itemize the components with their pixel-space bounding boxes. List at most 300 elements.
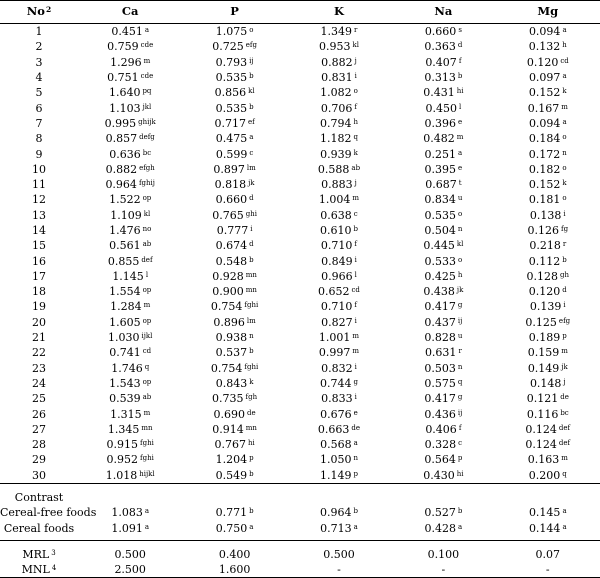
cell-k — [287, 269, 391, 284]
cell-value: 0.313 — [424, 71, 456, 85]
cell-value: 0.588 — [317, 162, 350, 176]
cell-k — [287, 299, 391, 314]
contrast-row — [0, 505, 600, 520]
cell-ca — [78, 116, 182, 131]
significance-letters: c — [249, 148, 254, 157]
table-row — [0, 437, 600, 452]
cell-mg — [496, 100, 600, 115]
cell-value: 0.450 — [425, 101, 457, 115]
cell-value: 1.091 — [111, 521, 143, 535]
significance-letters: h — [353, 117, 358, 126]
cell-value: 0.159 — [527, 346, 560, 360]
significance-letters: kl — [456, 240, 464, 249]
cell-ca — [78, 146, 182, 161]
significance-letters: i — [563, 209, 566, 218]
cell-value: 0.832 — [321, 361, 353, 375]
table-row — [0, 192, 600, 207]
cell-value: 0.882 — [321, 55, 353, 69]
significance-letters: fghi — [244, 301, 259, 310]
cell-value: 0.144 — [528, 521, 561, 535]
cell-value: 0.328 — [424, 438, 457, 452]
significance-letters: j — [354, 56, 357, 65]
significance-letters: a — [144, 507, 150, 516]
cell-mg — [496, 345, 600, 360]
table-row — [0, 422, 600, 437]
cell-value: 0.124 — [525, 422, 557, 436]
significance-letters: p — [457, 454, 463, 463]
cell-value: 0.152 — [528, 86, 561, 100]
footnote-marker: 4 — [51, 564, 57, 573]
significance-letters: fghi — [140, 439, 154, 448]
significance-letters: m — [561, 454, 568, 463]
row-number: 30 — [32, 468, 46, 482]
cell-value: 0.167 — [527, 101, 560, 115]
significance-letters: kl — [248, 87, 255, 96]
cell-value: 0.690 — [213, 407, 246, 421]
significance-letters: ij — [457, 316, 463, 325]
cell-value: 1.476 — [109, 224, 141, 237]
significance-letters: l — [145, 270, 149, 279]
cell-p — [182, 452, 286, 467]
cell-p — [182, 391, 286, 406]
significance-letters: no — [142, 225, 152, 233]
significance-letters: m — [561, 102, 568, 111]
significance-letters: cd — [560, 56, 569, 65]
row-number: 26 — [32, 407, 46, 421]
cell-k — [287, 55, 391, 70]
significance-letters: jk — [561, 362, 568, 371]
cell-value: - — [337, 563, 341, 577]
cell-na — [391, 330, 495, 345]
cell-value: 0.112 — [528, 254, 561, 268]
cell-value: 0.436 — [424, 407, 456, 421]
cell-mg — [496, 223, 600, 238]
cell-p — [182, 192, 286, 207]
cell-value: 0.500 — [323, 547, 355, 561]
cell-na — [391, 269, 495, 284]
cell-k — [287, 540, 391, 562]
significance-letters: op — [142, 286, 152, 295]
cell-value: 0.953 — [318, 40, 351, 54]
cell-na — [391, 223, 495, 238]
cell-mg — [496, 315, 600, 330]
table-row — [0, 315, 600, 330]
cell-value: 0.407 — [425, 55, 457, 69]
cell-mg — [496, 422, 600, 437]
table-row — [0, 330, 600, 345]
cell-value: 0.561 — [109, 239, 141, 253]
cell-k — [287, 208, 391, 223]
cell-na — [391, 505, 495, 520]
cell-mg — [496, 253, 600, 268]
cell-ca — [78, 208, 182, 223]
cell-na — [391, 192, 495, 207]
limit-label: MRL $^3$ — [0, 540, 78, 562]
cell-p — [182, 422, 286, 437]
significance-letters: a — [353, 439, 358, 448]
cell-value: 0.200 — [528, 468, 561, 482]
significance-letters: ab — [351, 163, 361, 172]
significance-letters: efgh — [139, 163, 155, 172]
significance-letters: h — [562, 41, 567, 50]
significance-letters: a — [353, 522, 358, 531]
cell-value: 0.952 — [106, 453, 139, 467]
cell-value: 0.754 — [210, 361, 243, 375]
cell-value: 1.182 — [319, 132, 352, 146]
significance-letters: a — [562, 507, 567, 516]
significance-letters: d — [249, 240, 254, 249]
cell-value: - — [441, 563, 446, 577]
cell-value: 1.204 — [215, 453, 248, 467]
significance-letters: e — [458, 117, 463, 126]
cell-value: 0.843 — [215, 376, 248, 390]
cell-k — [287, 284, 391, 299]
table-row — [0, 391, 600, 406]
table-row — [0, 85, 600, 100]
cell-value: 0.855 — [107, 254, 140, 268]
cell-k — [287, 391, 391, 406]
cell-k — [287, 116, 391, 131]
cell-p — [182, 361, 286, 376]
significance-letters: b — [249, 255, 254, 264]
significance-letters: a — [562, 26, 567, 35]
cell-na — [391, 468, 495, 484]
significance-letters: b — [249, 507, 254, 516]
significance-letters: h — [457, 270, 463, 279]
cell-value: 0.777 — [216, 224, 249, 237]
significance-letters: mn — [245, 270, 257, 279]
cell-na — [391, 253, 495, 268]
cell-value: 1.149 — [319, 468, 352, 482]
cell-na — [391, 406, 495, 421]
cell-value: 0.363 — [424, 40, 456, 54]
significance-letters: fghij — [138, 179, 155, 188]
cell-value: 0.883 — [321, 178, 353, 192]
cell-k — [287, 315, 391, 330]
cell-ca — [78, 177, 182, 192]
cell-value: 0.218 — [529, 239, 561, 253]
cell-p — [182, 376, 286, 391]
cell-value: 0.539 — [109, 392, 141, 406]
row-number: 25 — [32, 392, 46, 406]
significance-letters: i — [354, 393, 357, 402]
cell-value: 0.794 — [319, 116, 352, 130]
cell-p — [182, 116, 286, 131]
cell-k — [287, 422, 391, 437]
header-k: K — [287, 1, 391, 24]
cell-value: 0.827 — [321, 315, 353, 329]
cell-ca — [78, 315, 182, 330]
significance-letters: m — [352, 194, 360, 203]
cell-value: 0.503 — [424, 361, 456, 375]
cell-value: 0.914 — [212, 422, 244, 436]
cell-ca — [78, 345, 182, 360]
significance-letters: fghi — [244, 362, 259, 371]
cell-value: 0.396 — [424, 116, 457, 130]
cell-ca — [78, 361, 182, 376]
cell-na — [391, 177, 495, 192]
cell-k — [287, 521, 391, 541]
significance-letters: f — [354, 240, 358, 249]
header-no: No$^2$ — [0, 1, 78, 24]
cell-mg — [496, 116, 600, 131]
cell-value: 0.535 — [215, 101, 248, 115]
significance-letters: r — [354, 26, 358, 35]
significance-letters: lm — [246, 316, 256, 325]
cell-mg — [496, 269, 600, 284]
cell-value: 1.030 — [108, 331, 140, 345]
cell-k — [287, 330, 391, 345]
significance-letters: b — [353, 225, 358, 233]
cell-na — [391, 562, 495, 578]
cell-value: 0.818 — [214, 178, 247, 192]
cell-value: 0.400 — [218, 547, 251, 561]
cell-value: 1.050 — [319, 453, 352, 467]
cell-value: 0.767 — [214, 438, 246, 452]
significance-letters: e — [353, 408, 358, 417]
cell-value: 0.610 — [319, 224, 352, 237]
significance-letters: a — [144, 522, 150, 531]
cell-p — [182, 562, 286, 578]
significance-letters: b — [353, 507, 358, 516]
significance-letters: o — [353, 87, 358, 96]
cell-na — [391, 376, 495, 391]
significance-letters: i — [250, 225, 253, 233]
cell-value: 0.575 — [424, 376, 456, 390]
table-row — [0, 208, 600, 223]
cell-p — [182, 131, 286, 146]
cell-ca — [78, 521, 182, 541]
table-row — [0, 361, 600, 376]
cell-value: 0.660 — [215, 193, 248, 207]
cell-value: 0.425 — [424, 269, 456, 283]
table-row — [0, 223, 600, 238]
significance-letters: ij — [457, 408, 463, 417]
cell-na — [391, 299, 495, 314]
cell-value: 0.750 — [215, 521, 248, 535]
cell-p — [182, 208, 286, 223]
significance-letters: k — [353, 148, 358, 157]
table-row — [0, 269, 600, 284]
cell-k — [287, 100, 391, 115]
cell-k — [287, 192, 391, 207]
cell-na — [391, 146, 495, 161]
significance-letters: m — [352, 347, 360, 356]
significance-letters: jk — [248, 179, 255, 188]
cell-value: 0.125 — [525, 315, 557, 329]
cell-value: 1.315 — [110, 407, 142, 421]
cell-ca — [78, 269, 182, 284]
cell-na — [391, 162, 495, 177]
significance-letters: q — [353, 133, 358, 142]
cell-value: 0.431 — [423, 86, 455, 100]
cell-value: 0.966 — [321, 269, 353, 283]
cell-mg — [496, 299, 600, 314]
cell-ca — [78, 70, 182, 85]
cell-value: 0.857 — [105, 132, 138, 146]
cell-value: 0.437 — [424, 315, 456, 329]
cell-ca — [78, 330, 182, 345]
significance-letters: r — [458, 347, 462, 356]
table-row — [0, 39, 600, 54]
cell-value: 0.663 — [317, 422, 350, 436]
significance-letters: n — [249, 332, 254, 341]
row-number: 18 — [32, 285, 46, 299]
cell-value: 0.535 — [215, 71, 248, 85]
cell-value: 0.181 — [528, 193, 561, 207]
cell-p — [182, 223, 286, 238]
significance-letters: o — [562, 194, 567, 203]
cell-na — [391, 131, 495, 146]
cell-value: 0.995 — [104, 116, 137, 130]
significance-letters: ef — [247, 117, 255, 126]
significance-letters: d — [249, 194, 254, 203]
cell-value: 0.638 — [320, 208, 352, 222]
cell-value: 0.849 — [321, 254, 353, 268]
significance-letters: k — [562, 87, 567, 96]
cell-k — [287, 345, 391, 360]
significance-letters: o — [562, 133, 567, 142]
cell-na — [391, 116, 495, 131]
significance-letters: i — [354, 316, 357, 325]
cell-value: 0.717 — [214, 116, 246, 130]
cell-k — [287, 406, 391, 421]
cell-value: 1.554 — [109, 285, 141, 299]
row-number: 1 — [35, 25, 43, 39]
limit-label: MNL $^4$ — [0, 562, 78, 578]
cell-na — [391, 39, 495, 54]
significance-letters: bc — [142, 148, 152, 157]
cell-value: 0.116 — [526, 407, 559, 421]
significance-letters: c — [458, 439, 463, 448]
cell-ca — [78, 39, 182, 54]
cell-value: 0.564 — [424, 453, 456, 467]
cell-value: 0.535 — [424, 208, 456, 222]
significance-letters: lm — [246, 163, 256, 172]
significance-letters: fgh — [245, 393, 258, 402]
significance-letters: fg — [560, 225, 569, 233]
significance-letters: i — [354, 72, 357, 81]
contrast-row-label: Cereal-free foods — [0, 506, 97, 520]
cell-p — [182, 177, 286, 192]
significance-letters: pq — [142, 87, 152, 96]
cell-na — [391, 391, 495, 406]
significance-letters: n — [353, 454, 358, 463]
cell-value: 0.189 — [528, 331, 561, 345]
cell-value: 0.831 — [321, 71, 353, 85]
cell-ca — [78, 131, 182, 146]
cell-value: 0.706 — [320, 101, 353, 115]
significance-letters: ab — [142, 240, 152, 249]
cell-value: 1.522 — [109, 193, 141, 207]
cell-p — [182, 315, 286, 330]
cell-p — [182, 330, 286, 345]
cell-p — [182, 284, 286, 299]
contrast-row — [0, 521, 600, 541]
cell-value: 0.126 — [527, 224, 559, 237]
significance-letters: j — [563, 377, 566, 386]
cell-k — [287, 505, 391, 520]
cell-value: 1.296 — [110, 55, 142, 69]
cell-value: 0.138 — [529, 208, 562, 222]
cell-value: 0.915 — [106, 438, 139, 452]
significance-letters: a — [458, 148, 463, 157]
cell-mg — [496, 437, 600, 452]
cell-na — [391, 100, 495, 115]
significance-letters: a — [249, 522, 254, 531]
cell-value: 0.793 — [215, 55, 248, 69]
table-row — [0, 406, 600, 421]
cell-value: 0.533 — [424, 254, 456, 268]
cell-na — [391, 284, 495, 299]
significance-letters: cd — [142, 347, 152, 356]
cell-p — [182, 269, 286, 284]
table-row — [0, 55, 600, 70]
cell-na — [391, 315, 495, 330]
significance-letters: f — [458, 423, 462, 432]
row-number: 14 — [32, 224, 46, 237]
cell-value: 1.600 — [218, 563, 251, 577]
cell-value: 1.103 — [109, 101, 141, 115]
cell-value: 0.549 — [215, 468, 248, 482]
significance-letters: ij — [249, 56, 254, 65]
cell-value: 0.097 — [528, 71, 561, 85]
cell-mg — [496, 562, 600, 578]
cell-ca — [78, 100, 182, 115]
significance-letters: s — [458, 26, 462, 35]
cell-value: 1.746 — [111, 361, 143, 375]
cell-mg — [496, 452, 600, 467]
cell-value: 0.687 — [425, 178, 457, 192]
cell-p — [182, 39, 286, 54]
significance-letters: kl — [143, 209, 151, 218]
cell-value: 0.07 — [535, 547, 561, 561]
significance-letters: b — [457, 507, 463, 516]
cell-value: 0.139 — [529, 300, 562, 314]
cell-value: 0.120 — [528, 285, 561, 299]
cell-k — [287, 39, 391, 54]
table-row — [0, 146, 600, 161]
limit-rows — [0, 540, 600, 578]
significance-letters: m — [143, 56, 151, 65]
table-row — [0, 238, 600, 253]
cell-p — [182, 146, 286, 161]
cell-p — [182, 521, 286, 541]
cell-p — [182, 406, 286, 421]
cell-ca — [78, 162, 182, 177]
cell-value: 1.001 — [318, 331, 351, 345]
row-number: 27 — [32, 422, 46, 436]
significance-letters: cde — [140, 41, 154, 50]
significance-letters: def — [558, 423, 571, 432]
cell-value: 0.184 — [528, 132, 561, 146]
significance-letters: mn — [245, 286, 257, 295]
contrast-heading-row — [0, 483, 600, 505]
cell-mg — [496, 55, 600, 70]
table-row — [0, 376, 600, 391]
header-na: Na — [391, 1, 495, 24]
cell-value: 0.482 — [423, 132, 455, 146]
cell-k — [287, 376, 391, 391]
row-number: 22 — [32, 346, 46, 360]
cell-k — [287, 223, 391, 238]
row-number: 8 — [35, 132, 43, 146]
cell-mg — [496, 39, 600, 54]
header-p: P — [182, 1, 286, 24]
cell-value: 0.500 — [114, 547, 146, 561]
cell-ca — [78, 422, 182, 437]
cell-value: 0.771 — [215, 506, 248, 520]
